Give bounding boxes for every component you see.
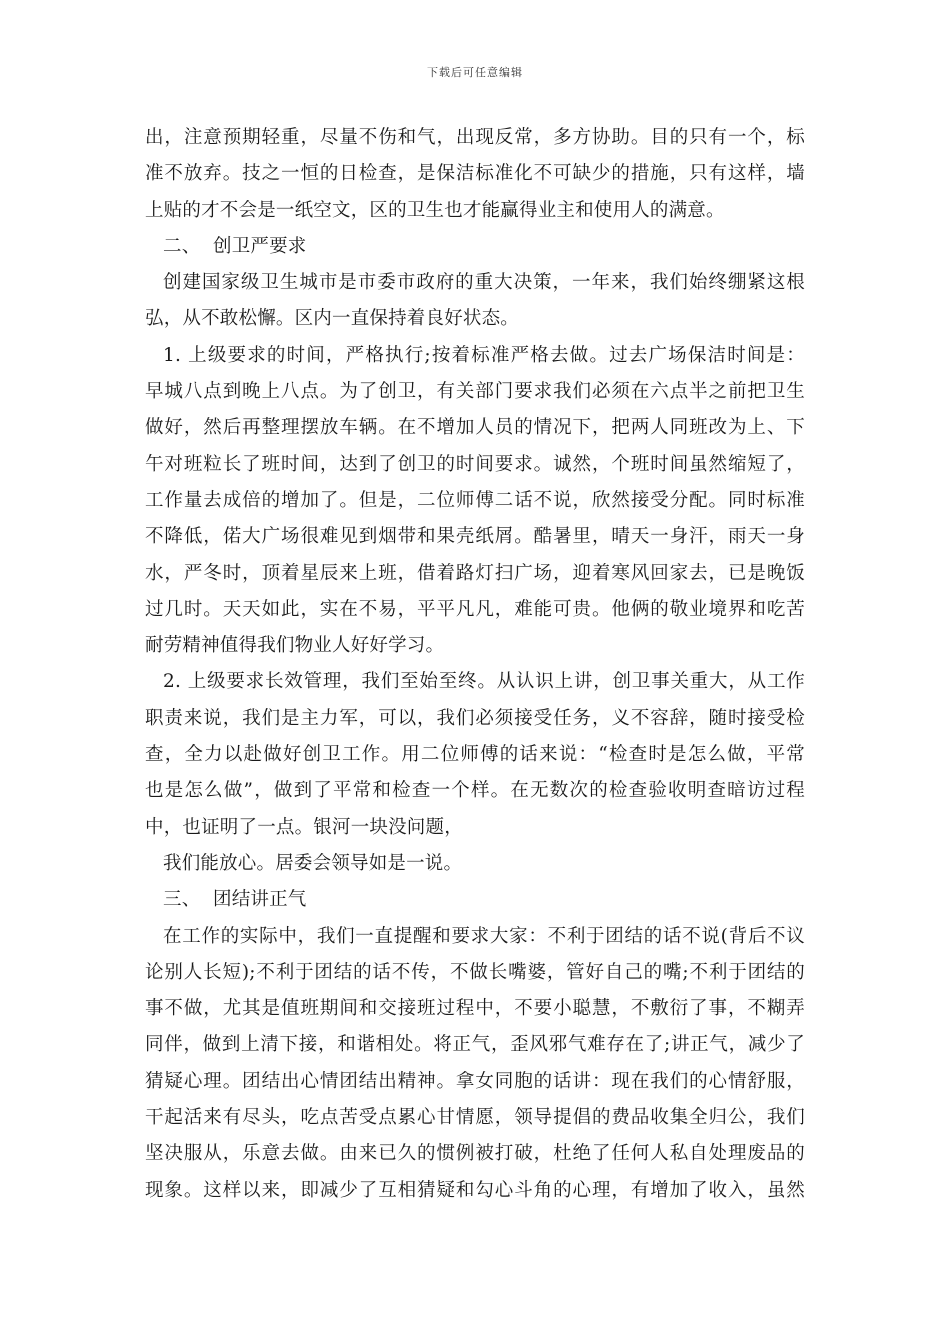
text-line: 事不做，尤其是值班期间和交接班过程中，不要小聪慧，不敷衍了事，不糊弄 [145,998,805,1020]
text-line: 不降低，偌大广场很难见到烟带和果壳纸屑。酷暑里，晴天一身汗，雨天一身 [145,526,805,548]
document-body [145,120,805,1209]
text-line: 我们能放心。居委会领导如是一说。 [163,852,463,874]
section-title: 创卫严要求 [213,235,307,257]
text-line: 查，全力以赴做好创卫工作。用二位师傅的话来说：“检查时是怎么做，平常 [145,744,805,766]
text-line: 工作量去成倍的增加了。但是，二位师傅二话不说，欣然接受分配。同时标准 [145,489,805,511]
text-line: 水，严冬时，顶着星辰来上班，借着路灯扫广场，迎着寒风回家去，已是晚饭 [145,562,805,584]
section-number: 二、 [163,235,201,257]
text-line: 上贴的才不会是一纸空文，区的卫生也才能赢得业主和使用人的满意。 [145,199,725,221]
text-line: 2. 上级要求长效管理，我们至始至终。从认识上讲，创卫事关重大，从工作 [163,671,805,693]
text-line: 1. 上级要求的时间，严格执行;按着标准严格去做。过去广场保洁时间是： [163,344,805,366]
text-line: 在工作的实际中，我们一直提醒和要求大家：不利于团结的话不说(背后不议 [163,925,805,947]
text-line: 中，也证明了一点。银河一块没问题， [145,816,463,838]
text-line: 做好，然后再整理摆放车辆。在不增加人员的情况下，把两人同班改为上、下 [145,417,805,439]
text-line: 出，注意预期轻重，尽量不伤和气，出现反常，多方协助。目的只有一个，标 [145,127,805,148]
text-line: 干起活来有尽头，吃点苦受点累心甘情愿，领导提倡的费品收集全归公，我们 [145,1107,805,1129]
section-heading [145,229,805,265]
text-line: 早城八点到晚上八点。为了创卫，有关部门要求我们必须在六点半之前把卫生 [145,381,805,403]
text-line: 创建国家级卫生城市是市委市政府的重大决策，一年来，我们始终绷紧这根 [163,272,805,294]
text-line: 准不放弃。技之一恒的日检查，是保洁标准化不可缺少的措施，只有这样，墙 [145,163,805,185]
text-line: 猜疑心理。团结出心情团结出精神。拿女同胞的话讲：现在我们的心情舒服， [145,1070,805,1092]
text-line: 弘，从不敢松懈。区内一直保持着良好状态。 [145,308,520,330]
text-line: 职责来说，我们是主力军，可以，我们必须接受任务，义不容辞，随时接受检 [145,707,805,729]
text-line: 现象。这样以来，即减少了互相猜疑和勾心斗角的心理，有增加了收入，虽然 [145,1179,805,1201]
section-number: 三、 [163,889,201,911]
section-heading [145,882,805,918]
text-line: 午对班粒长了班时间，达到了创卫的时间要求。诚然，个班时间虽然缩短了， [145,453,805,475]
text-line: 论别人长短);不利于团结的话不传，不做长嘴婆，管好自己的嘴;不利于团结的 [145,961,805,983]
text-line: 耐劳精神值得我们物业人好好学习。 [145,635,445,657]
text-line: 过几时。天天如此，实在不易，平平凡凡，难能可贵。他俩的敬业境界和吃苦 [145,598,805,620]
section-title: 团结讲正气 [213,889,307,911]
text-line: 也是怎么做”，做到了平常和检查一个样。在无数次的检查验收明查暗访过程 [145,780,805,802]
page-header: 下载后可任意编辑 [427,66,523,79]
text-line: 同伴，做到上清下接，和谐相处。将正气，歪风邪气难存在了;讲正气，减少了 [145,1034,805,1056]
text-line: 坚决服从，乐意去做。由来已久的惯例被打破，杜绝了任何人私自处理废品的 [145,1143,805,1165]
